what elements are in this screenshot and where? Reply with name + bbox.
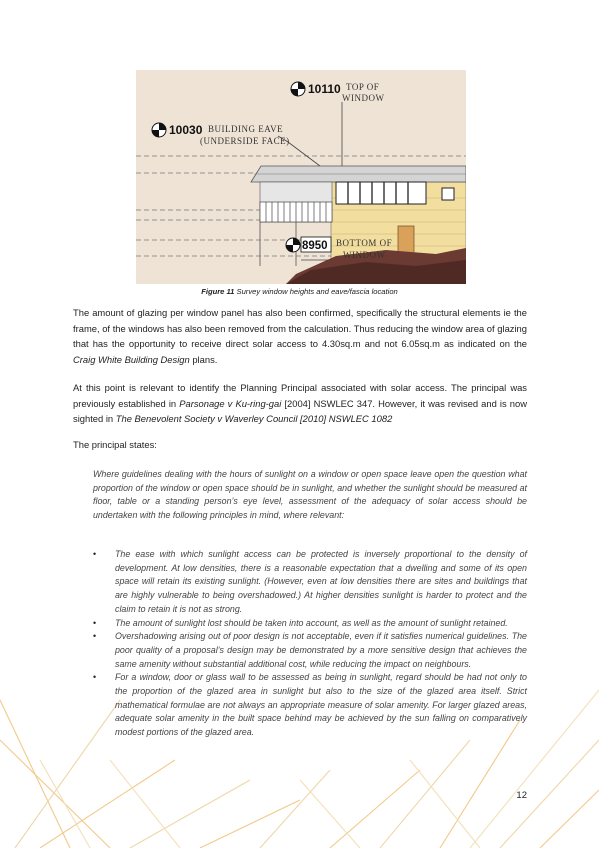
list-item: • Overshadowing arising out of poor design is not acceptable, even if it satisfies numerical guidelines. The poor quality of a proposal’s design may be demonstrated by a more sensitive design that achieves the same amenity without substantial additional cost, while reducing the impact on neighbours.	[93, 630, 527, 671]
list-item: • The amount of sunlight lost should be taken into account, as well as the amount of sunlight retained.	[93, 617, 527, 631]
paragraph-principal-middle: [2004] NSWLEC 347. However, it was revised and is now sighted in	[73, 397, 527, 424]
paragraph-glazing	[73, 305, 527, 367]
case-name-parsonage: Parsonage v Ku-ring-gai	[179, 397, 282, 409]
case-name-benevolent-society: The Benevolent Society v Waverley Council [2010] NSWLEC 1082	[115, 413, 393, 424]
paragraph-planning-principal	[73, 380, 527, 427]
bottom-of-window-value: 8950	[302, 240, 328, 252]
datum-marker-bottom	[286, 238, 300, 252]
principle-quote: Where guidelines dealing with the hours of sunlight on a window or open space leave open the question what proportion of the window or open space should be in sunlight, and whether the sunlight should be measured at floor, table or a standing person’s eye level, assessment of the adequacy of solar access should be undertaken with the following principles in mind, where relevant:	[93, 469, 527, 521]
top-of-window-value: 10110	[308, 82, 341, 96]
paragraph-glazing-text: The amount of glazing per window panel has also been confirmed, specifically the structural elements ie the frame, of the windows has also been removed from the calculation. Thus reducing the window area of glazing that has the opportunity to receive direct solar access to 4.30sq.m and not 6.05sq.m as indicated on the	[73, 307, 527, 349]
figure-caption-label: Figure 11	[201, 287, 235, 296]
figure-caption	[0, 287, 599, 296]
paragraph-glazing-end: plans.	[189, 353, 218, 365]
top-of-window-label-1: TOP OF	[346, 82, 380, 92]
datum-marker-eave	[152, 123, 166, 137]
list-item: • The ease with which sunlight access can be protected is inversely proportional to the density of development. At low densities, there is a reasonable expectation that a dwelling and some of its open space will retain its existing sunlight. (However, even at low densities there are sites and buildings that are highly vulnerable to being overshadowed.) At higher densities sunlight is harder to protect and the claim to retain it is not as strong.	[93, 548, 527, 617]
paragraph-principal-text: At this point is relevant to identify the Planning Principal associated with solar access. The principal was previously established in	[73, 382, 527, 409]
survey-drawing	[136, 70, 466, 284]
list-item: • For a window, door or glass wall to be assessed as being in sunlight, regard should be had not only to the proportion of the glazed area in sunlight but also to the size of the glazed area itself. Strict mathematical formulae are not always an appropriate measure of solar amenity. For larger glazed areas, adequate solar amenity in the built space behind may be achieved by the sun falling on comparatively modest portions of the glazed area.	[93, 671, 527, 740]
bottom-of-window-label-2: WINDOW	[343, 250, 386, 260]
datum-marker-top	[291, 82, 305, 96]
building-eave-label-2: (UNDERSIDE FACE)	[200, 136, 290, 146]
bottom-of-window-label-1: BOTTOM OF	[336, 238, 393, 248]
survey-figure	[136, 70, 466, 284]
figure-caption-text: Survey window heights and eave/fascia location	[234, 287, 398, 296]
principle-bullet-list	[93, 548, 527, 740]
building-eave-label-1: BUILDING EAVE	[208, 124, 284, 134]
building-eave-value: 10030	[169, 123, 203, 137]
top-of-window-label-2: WINDOW	[342, 93, 385, 103]
paragraph-principal-states: The principal states:	[73, 439, 157, 450]
page-number: 12	[516, 790, 527, 801]
paragraph-glazing-plan-name: Craig White Building Design	[73, 353, 190, 365]
